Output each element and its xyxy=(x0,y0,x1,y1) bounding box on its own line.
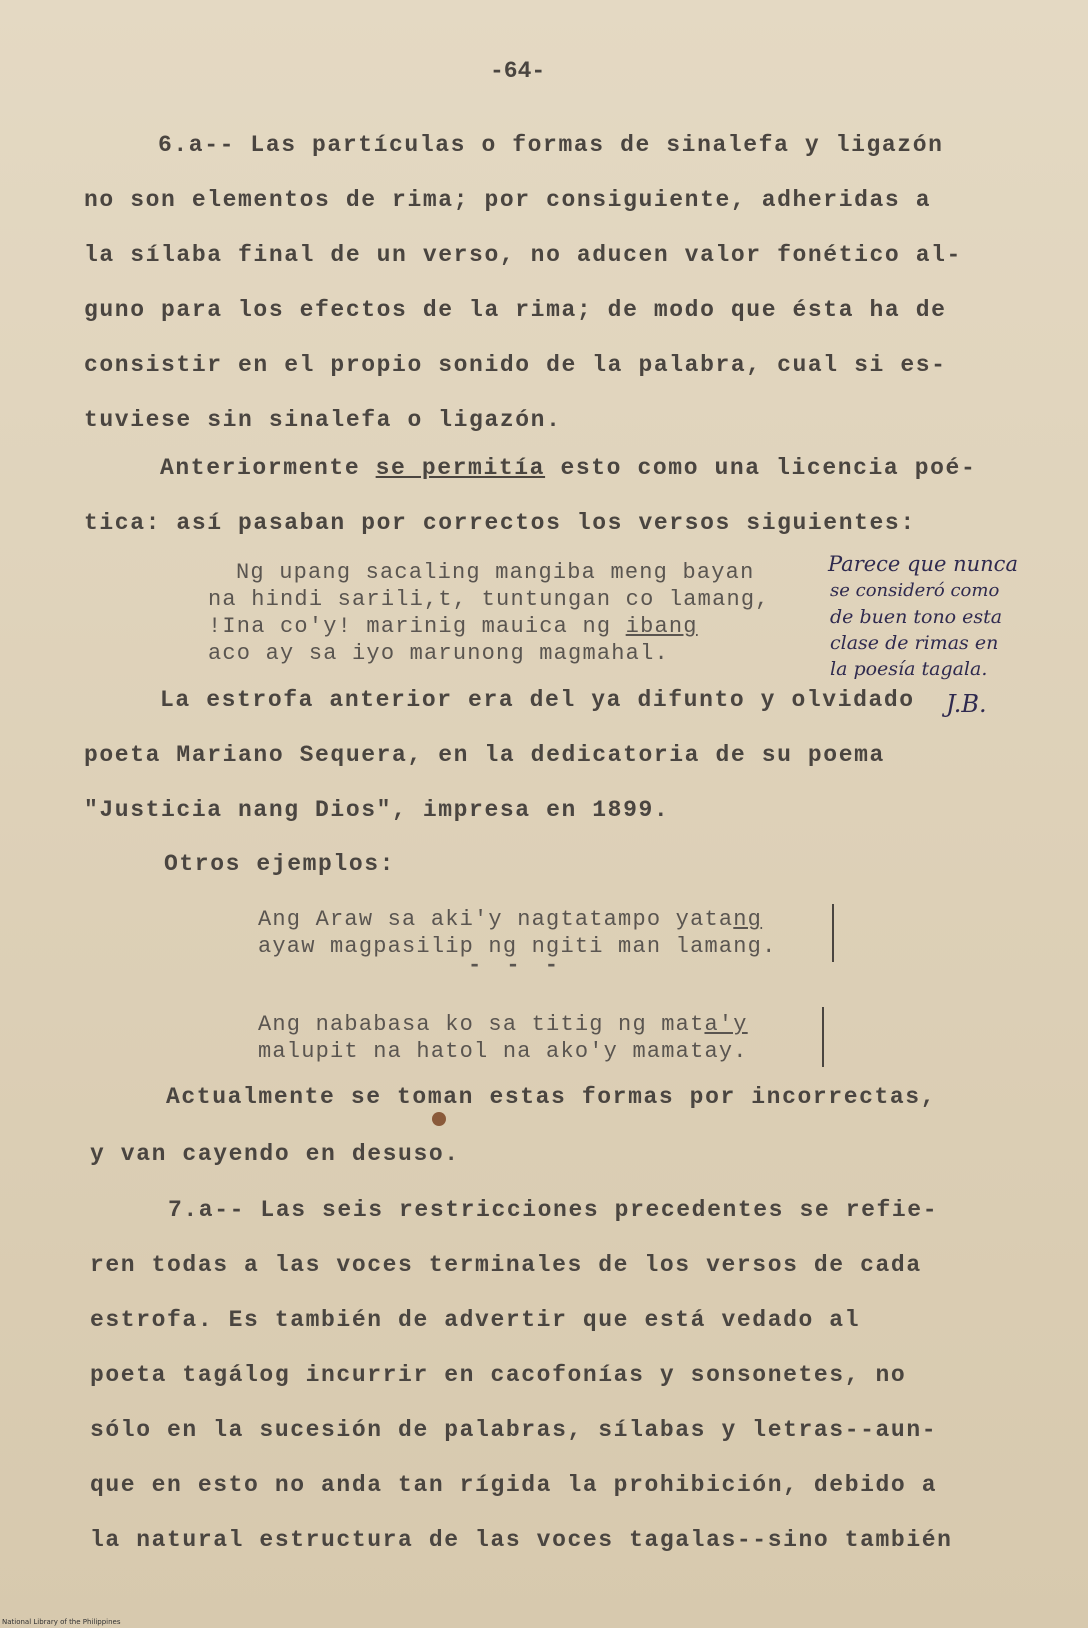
para6a-line-5: consistir en el propio sonido de la palabra, cual si es- xyxy=(84,352,947,378)
stanza1-line-3 xyxy=(208,616,698,638)
stanza1-line-4: aco ay sa iyo marunong magmahal. xyxy=(208,641,669,666)
para7a-line-2: ren todas a las voces terminales de los versos de cada xyxy=(90,1252,922,1278)
footer-credit: National Library of the Philippines xyxy=(2,1618,121,1626)
margin-initials: J.B. xyxy=(946,690,987,718)
stanza1-line-1: Ng upang sacaling mangiba meng bayan xyxy=(236,560,755,585)
para7a-line-1: 7.a-- Las seis restricciones precedentes se refie- xyxy=(168,1197,939,1223)
stanza1-underlined: ibang xyxy=(625,614,698,639)
ink-spot xyxy=(432,1112,446,1126)
example1-text: Ang Araw sa aki'y nagtatampo yata xyxy=(258,907,734,932)
para6a-line-6: tuviese sin sinalefa o ligazón. xyxy=(84,407,562,433)
margin-note-line-5: la poesía tagala. xyxy=(830,658,988,680)
margin-note-line-3: de buen tono esta xyxy=(830,606,1003,628)
para7a-line-4: poeta tagálog incurrir en cacofonías y sonsonetes, no xyxy=(90,1362,907,1388)
anterior-line-2: tica: así pasaban por correctos los versos siguientes: xyxy=(84,510,916,536)
anterior-underlined: se permitía xyxy=(375,455,546,481)
anterior-line-1 xyxy=(160,457,976,480)
example1-line-2: ayaw magpasilip ng ngiti man lamang. xyxy=(258,934,777,959)
margin-note-line-2: se consideró como xyxy=(830,580,1000,601)
para7a-line-5: sólo en la sucesión de palabras, sílabas y letras--aun- xyxy=(90,1417,938,1443)
estrofa-line-1: La estrofa anterior era del ya difunto y olvidado xyxy=(160,687,915,713)
example2-line-2: malupit na hatol na ako'y mamatay. xyxy=(258,1039,748,1064)
example2-margin-bar xyxy=(822,1007,824,1067)
actual-line-1: Actualmente se toman estas formas por incorrectas, xyxy=(166,1084,937,1110)
para6a-line-3: la sílaba final de un verso, no aducen valor fonético al- xyxy=(84,242,962,268)
stanza1-line-3-text: !Ina co'y! marinig mauica ng xyxy=(208,614,626,639)
anterior-text-b: esto como una licencia poé- xyxy=(545,455,977,481)
para7a-line-6: que en esto no anda tan rígida la prohibición, debido a xyxy=(90,1472,938,1498)
para7a-line-3: estrofa. Es también de advertir que está vedado al xyxy=(90,1307,861,1333)
example2-underlined: a'y xyxy=(704,1012,748,1037)
separator: - - - xyxy=(468,953,565,978)
actual-line-2: y van cayendo en desuso. xyxy=(90,1141,460,1167)
stanza1-line-2: na hindi sarili,t, tuntungan co lamang, xyxy=(208,587,770,612)
example1-underlined: ng xyxy=(733,907,763,932)
margin-note-line-1: Parece que nunca xyxy=(828,552,1018,576)
estrofa-line-2: poeta Mariano Sequera, en la dedicatoria de su poema xyxy=(84,742,885,768)
estrofa-line-3: "Justicia nang Dios", impresa en 1899. xyxy=(84,797,670,823)
page-number: -64- xyxy=(490,58,546,84)
anterior-text-a: Anteriormente xyxy=(160,455,376,481)
para6a-line-2: no son elementos de rima; por consiguiente, adheridas a xyxy=(84,187,932,213)
example2-text: Ang nababasa ko sa titig ng mat xyxy=(258,1012,705,1037)
example2-line-1 xyxy=(258,1014,748,1036)
para6a-line-1: 6.a-- Las partículas o formas de sinalefa y ligazón xyxy=(158,132,944,158)
example1-margin-bar xyxy=(832,904,834,962)
example1-line-1 xyxy=(258,909,762,931)
para6a-line-4: guno para los efectos de la rima; de modo que ésta ha de xyxy=(84,297,947,323)
margin-note-line-4: clase de rimas en xyxy=(830,632,999,654)
otros-ejemplos: Otros ejemplos: xyxy=(164,851,396,877)
para7a-line-7: la natural estructura de las voces tagalas--sino también xyxy=(90,1527,953,1553)
